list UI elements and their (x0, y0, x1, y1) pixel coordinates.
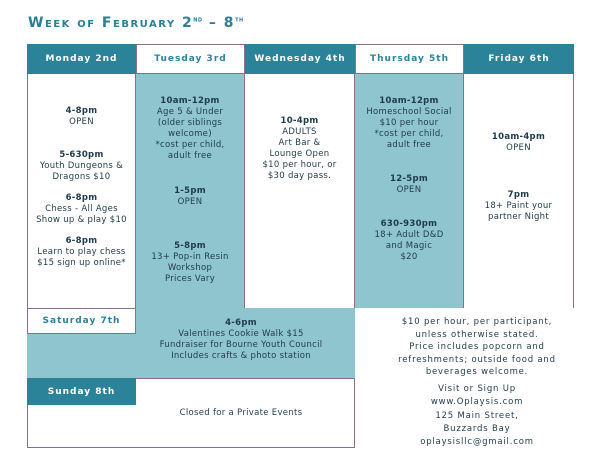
sunday-event: Closed for a Private Events (179, 408, 303, 418)
friday-event-2: 7pm 18+ Paint your partner Night (484, 190, 553, 222)
tuesday-event-2: 1-5pm OPEN (174, 186, 206, 207)
saturday-event: 4-6pm Valentines Cookie Walk $15 Fundraiser for Bourne Youth Council Includes crafts & photo station (159, 318, 323, 361)
tuesday-event-1: 10am-12pm Age 5 & Under (older siblings welcome) *cost per child, adult free (155, 96, 225, 161)
friday-event-1: 10am-4pm OPEN (491, 132, 546, 153)
address-info: 125 Main Street, Buzzards Bay (435, 411, 519, 434)
signup-info: Visit or Sign Up www.Oplaysis.com (362, 383, 592, 408)
header-thursday: Thursday 5th (355, 44, 464, 74)
header-monday: Monday 2nd (27, 44, 136, 74)
pricing-info: $10 per hour, per participant, unless otherwise stated. Price includes popcorn and refreshments; outside food and beverages welcome. (398, 317, 556, 377)
thursday-column (355, 74, 464, 308)
thursday-event-3: 630-930pm 18+ Adult D&D and Magic $20 (374, 219, 444, 262)
thursday-event-2: 12-5pm OPEN (389, 174, 428, 195)
friday-column (464, 74, 574, 308)
header-friday: Friday 6th (464, 44, 574, 74)
header-tuesday: Tuesday 3rd (136, 44, 245, 74)
header-sunday: Sunday 8th (27, 378, 136, 405)
monday-event-2: 5-630pm Youth Dungeons & Dragons $10 (39, 150, 124, 182)
email-link[interactable]: oplaysisllc@gmail.com (420, 437, 534, 447)
monday-column (27, 74, 136, 308)
header-saturday: Saturday 7th (27, 308, 136, 334)
page-title: Week of February 2nd – 8th (28, 15, 244, 31)
tuesday-event-3: 5-8pm 13+ Pop-in Resin Workshop Prices Vary (151, 241, 229, 284)
wednesday-event-1: 10-4pm ADULTS Art Bar & Lounge Open $10 per hour, or $30 day pass. (262, 116, 337, 181)
monday-event-1: 4-8pm OPEN (65, 106, 98, 127)
tuesday-column (136, 74, 245, 308)
monday-event-4: 6-8pm Learn to play chess $15 sign up online* (37, 236, 126, 268)
header-wednesday: Wednesday 4th (245, 44, 355, 74)
website-link[interactable]: www.Oplaysis.com (430, 396, 524, 407)
wednesday-column (245, 74, 355, 308)
thursday-event-1: 10am-12pm Homeschool Social $10 per hour *cost per child, adult free (366, 96, 452, 150)
monday-event-3: 6-8pm Chess - All Ages Show up & play $10 (36, 193, 127, 225)
